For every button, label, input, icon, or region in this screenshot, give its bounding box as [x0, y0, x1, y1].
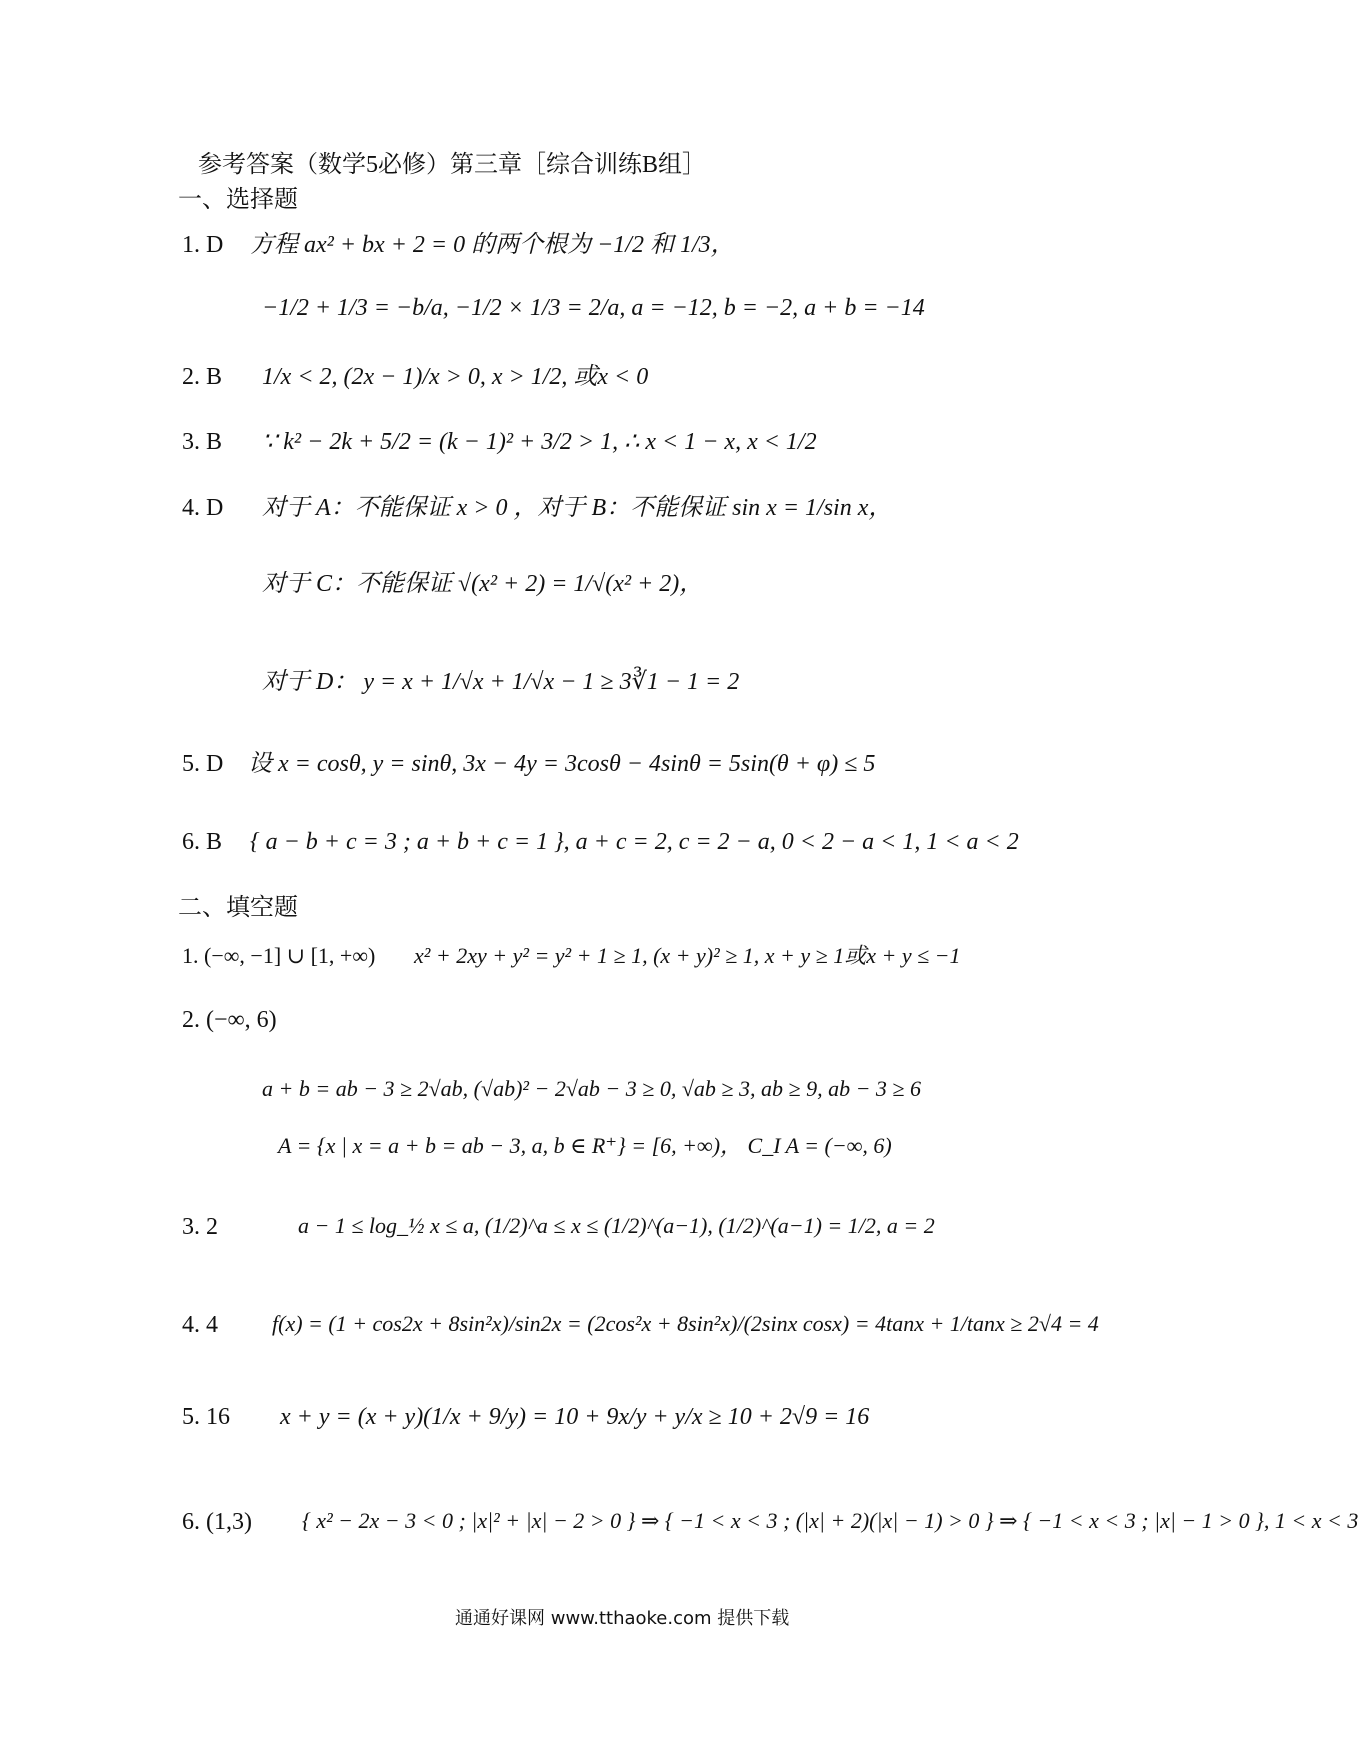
fill-2-line-2: A = {x | x = a + b = ab − 3, a, b ∈ R⁺} = [6, +∞)， C_I A = (−∞, 6): [278, 1133, 892, 1158]
fill-5-answer: 5. 16: [182, 1404, 230, 1430]
choice-1-number: 1. D: [182, 232, 224, 258]
choice-4-number: 4. D: [182, 495, 224, 521]
choice-5-line-1: 设 x = cosθ, y = sinθ, 3x − 4y = 3cosθ − 4sinθ = 5sin(θ + φ) ≤ 5: [248, 751, 876, 777]
choice-4-line-3: 对于 D： y = x + 1/√x + 1/√x − 1 ≥ 3∛1 − 1 = 2: [262, 669, 740, 695]
choice-5-number: 5. D: [182, 751, 224, 777]
section-heading-choice: 一、选择题: [178, 187, 298, 213]
choice-4-line-2: 对于 C：不能保证 √(x² + 2) = 1/√(x² + 2)，: [262, 571, 704, 597]
fill-1-line-1: x² + 2xy + y² = y² + 1 ≥ 1, (x + y)² ≥ 1, x + y ≥ 1或x + y ≤ −1: [414, 943, 961, 968]
fill-6-answer: 6. (1,3): [182, 1509, 252, 1535]
page-title: 参考答案（数学5必修）第三章［综合训练B组］: [198, 152, 707, 178]
choice-2-number: 2. B: [182, 364, 223, 390]
choice-2-line-1: 1/x < 2, (2x − 1)/x > 0, x > 1/2, 或x < 0: [262, 364, 649, 390]
fill-2-line-1: a + b = ab − 3 ≥ 2√ab, (√ab)² − 2√ab − 3 ≥ 0, √ab ≥ 3, ab ≥ 9, ab − 3 ≥ 6: [262, 1076, 921, 1101]
choice-1-line-1: 方程 ax² + bx + 2 = 0 的两个根为 −1/2 和 1/3，: [250, 232, 735, 258]
choice-6-line-1: { a − b + c = 3 ; a + b + c = 1 }, a + c = 2, c = 2 − a, 0 < 2 − a < 1, 1 < a < 2: [250, 829, 1019, 855]
choice-1-line-2: −1/2 + 1/3 = −b/a, −1/2 × 1/3 = 2/a, a = −12, b = −2, a + b = −14: [262, 295, 925, 321]
fill-4-line-1: f(x) = (1 + cos2x + 8sin²x)/sin2x = (2cos²x + 8sin²x)/(2sinx cosx) = 4tanx + 1/tanx ≥ 2√4 = 4: [272, 1311, 1099, 1336]
fill-6-line-1: { x² − 2x − 3 < 0 ; |x|² + |x| − 2 > 0 } ⇒ { −1 < x < 3 ; (|x| + 2)(|x| − 1) > 0 } ⇒ { −1 < x < 3 ; |x| − 1 > 0 }, 1 < x < 3: [302, 1508, 1358, 1533]
fill-3-line-1: a − 1 ≤ log_½ x ≤ a, (1/2)^a ≤ x ≤ (1/2)^(a−1), (1/2)^(a−1) = 1/2, a = 2: [298, 1213, 935, 1238]
section-heading-fill: 二、填空题: [178, 895, 298, 921]
fill-5-line-1: x + y = (x + y)(1/x + 9/y) = 10 + 9x/y + y/x ≥ 10 + 2√9 = 16: [280, 1404, 870, 1430]
fill-2-answer: 2. (−∞, 6): [182, 1007, 277, 1033]
fill-4-answer: 4. 4: [182, 1312, 218, 1338]
choice-4-line-1: 对于 A：不能保证 x > 0 ，对于 B：不能保证 sin x = 1/sin x，: [262, 495, 893, 521]
fill-3-answer: 3. 2: [182, 1214, 218, 1240]
choice-3-line-1: ∵ k² − 2k + 5/2 = (k − 1)² + 3/2 > 1, ∴ x < 1 − x, x < 1/2: [262, 429, 817, 455]
choice-3-number: 3. B: [182, 429, 223, 455]
fill-1-answer: 1. (−∞, −1] ∪ [1, +∞): [182, 943, 376, 968]
choice-6-number: 6. B: [182, 829, 223, 855]
footer-credit: 通通好课网 www.tthaoke.com 提供下载: [455, 1608, 790, 1629]
